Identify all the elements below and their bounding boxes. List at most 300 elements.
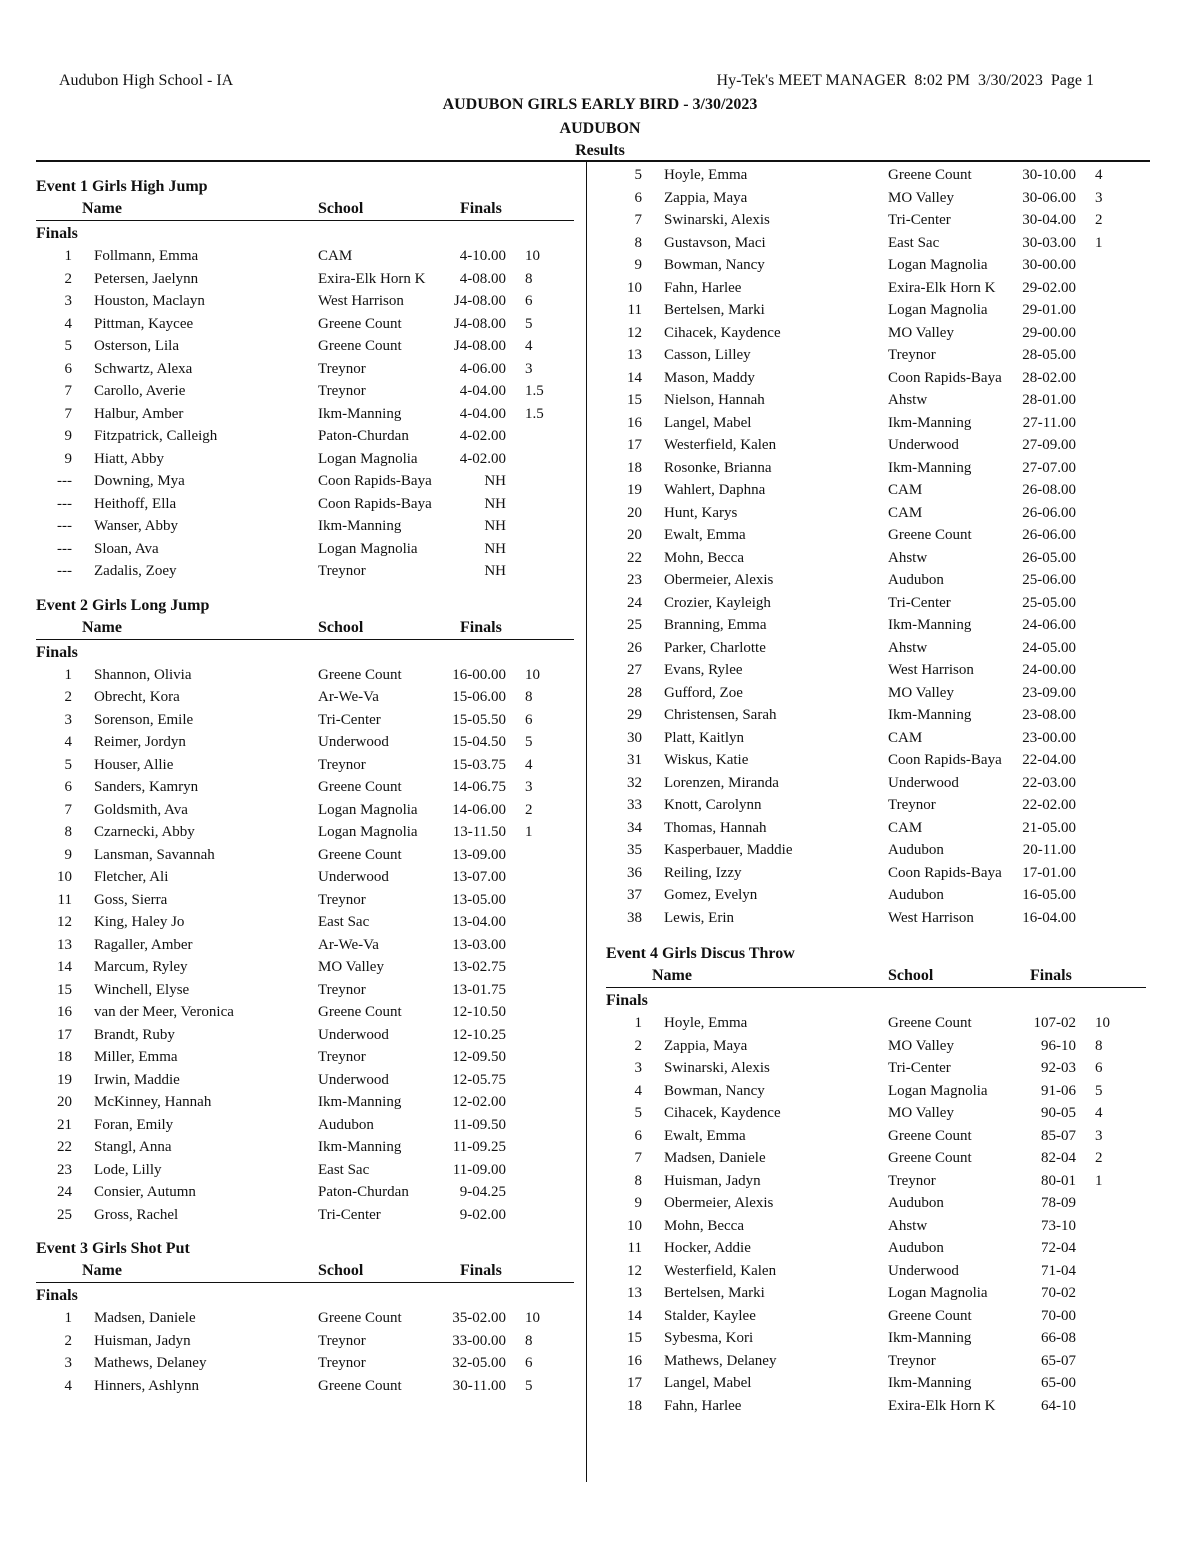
result-row	[36, 1330, 574, 1353]
athlete-name: Langel, Mabel	[664, 414, 752, 431]
finals-mark: 82-04	[1041, 1150, 1076, 1166]
athlete-name: Zappia, Maya	[664, 1037, 748, 1054]
finals-mark: 29-00.00	[1022, 324, 1076, 341]
finals-mark: 12-09.50	[452, 1049, 506, 1065]
result-row	[36, 268, 574, 291]
result-place: 15	[627, 1330, 642, 1346]
athlete-name: Crozier, Kayleigh	[664, 594, 771, 611]
athlete-name: Houser, Allie	[94, 756, 174, 773]
result-row	[36, 1114, 574, 1137]
result-place: 5	[634, 167, 642, 183]
result-row	[36, 1181, 574, 1204]
result-row	[606, 592, 1146, 615]
school-name: MO Valley	[318, 959, 384, 975]
page-header-school: Audubon High School - IA	[59, 72, 234, 89]
result-row	[606, 749, 1146, 772]
school-name: MO Valley	[888, 189, 954, 206]
result-row	[606, 884, 1146, 907]
result-place: 16	[627, 414, 642, 431]
school-name: Treynor	[318, 981, 366, 998]
result-row	[36, 731, 574, 754]
result-place: ---	[57, 563, 72, 579]
result-place: 24	[627, 594, 642, 611]
finals-mark: 26-08.00	[1022, 482, 1076, 498]
result-place: 9	[64, 450, 72, 467]
athlete-name: Brandt, Ruby	[94, 1026, 175, 1043]
finals-mark: 33-00.00	[452, 1332, 506, 1349]
result-place: 18	[627, 1397, 642, 1414]
finals-mark: 22-02.00	[1022, 797, 1076, 813]
finals-mark: NH	[484, 540, 506, 557]
result-row	[606, 299, 1146, 322]
points: 3	[1095, 189, 1103, 206]
finals-mark: 65-00	[1041, 1375, 1076, 1391]
points: 10	[525, 248, 540, 264]
result-place: 8	[634, 1172, 642, 1189]
result-place: ---	[57, 495, 72, 512]
finals-mark: 72-04	[1041, 1240, 1076, 1256]
finals-mark: 32-05.00	[452, 1355, 506, 1371]
finals-mark: 28-02.00	[1022, 369, 1076, 386]
points: 6	[525, 1355, 533, 1371]
school-name: Logan Magnolia	[888, 257, 988, 273]
athlete-name: Follmann, Emma	[94, 248, 199, 264]
school-name: Ikm-Manning	[318, 1139, 402, 1155]
result-place: 6	[64, 779, 72, 795]
event-block-continued	[606, 164, 1146, 929]
result-place: 25	[627, 617, 642, 633]
result-row	[36, 889, 574, 912]
result-row	[36, 335, 574, 358]
result-row	[36, 380, 574, 403]
result-row	[36, 686, 574, 709]
athlete-name: Cihacek, Kaydence	[664, 1105, 781, 1121]
school-name: Ar-We-Va	[318, 936, 379, 953]
result-place: 3	[64, 711, 72, 728]
result-row	[36, 956, 574, 979]
school-name: Treynor	[318, 1332, 366, 1349]
points: 4	[1095, 1105, 1103, 1121]
school-name: Ikm-Manning	[318, 518, 402, 534]
athlete-name: Lansman, Savannah	[94, 846, 215, 863]
result-place: 14	[627, 369, 642, 386]
finals-mark: 27-07.00	[1022, 459, 1076, 476]
school-name: Greene Count	[318, 315, 402, 332]
round-label: Finals	[36, 225, 78, 242]
finals-mark: 24-05.00	[1022, 639, 1076, 656]
result-row	[606, 1012, 1146, 1035]
athlete-name: Lewis, Erin	[664, 909, 734, 926]
athlete-name: Gufford, Zoe	[664, 684, 743, 701]
athlete-name: Shannon, Olivia	[94, 666, 192, 683]
result-row	[606, 1237, 1146, 1260]
result-row	[606, 1147, 1146, 1170]
athlete-name: Gross, Rachel	[94, 1206, 179, 1223]
school-name: Paton-Churdan	[318, 428, 409, 444]
finals-mark: 12-10.50	[452, 1004, 506, 1020]
points: 3	[525, 360, 533, 377]
finals-mark: 27-09.00	[1022, 437, 1076, 453]
school-name: Treynor	[318, 563, 366, 579]
school-name: Underwood	[318, 1071, 389, 1088]
result-place: 9	[64, 428, 72, 444]
result-place: 3	[634, 1060, 642, 1076]
result-row	[36, 538, 574, 561]
finals-mark: 25-05.00	[1022, 594, 1076, 611]
points: 2	[525, 801, 533, 818]
result-place: 17	[627, 437, 642, 453]
result-row	[606, 187, 1146, 210]
result-place: 2	[634, 1037, 642, 1054]
school-name: Underwood	[888, 774, 959, 791]
athlete-name: Hoyle, Emma	[664, 167, 748, 183]
finals-mark: 12-10.25	[452, 1026, 506, 1043]
column-header-school: School	[318, 1262, 364, 1279]
finals-mark: 92-03	[1041, 1060, 1076, 1076]
athlete-name: Mathews, Delaney	[94, 1355, 207, 1371]
result-place: 6	[634, 189, 642, 206]
athlete-name: Ewalt, Emma	[664, 1127, 746, 1144]
result-place: 37	[627, 887, 642, 903]
athlete-name: Wiskus, Katie	[664, 752, 749, 768]
result-row	[36, 515, 574, 538]
result-place: 10	[627, 279, 642, 296]
school-name: Underwood	[318, 734, 389, 750]
result-row	[606, 682, 1146, 705]
points: 2	[1095, 212, 1103, 228]
school-name: Greene Count	[318, 1377, 402, 1394]
finals-mark: 23-00.00	[1022, 729, 1076, 746]
event-block	[36, 595, 574, 1227]
meet-title: AUDUBON GIRLS EARLY BIRD - 3/30/2023	[442, 96, 758, 113]
school-name: Treynor	[318, 891, 366, 908]
athlete-name: Reiling, Izzy	[664, 864, 742, 881]
result-row	[606, 614, 1146, 637]
result-row	[36, 1307, 574, 1330]
result-row	[606, 569, 1146, 592]
result-row	[36, 403, 574, 426]
athlete-name: Mason, Maddy	[664, 369, 755, 386]
result-place: 22	[627, 549, 642, 566]
result-place: 6	[64, 360, 72, 377]
result-row	[606, 367, 1146, 390]
result-row	[606, 502, 1146, 525]
result-row	[606, 907, 1146, 930]
athlete-name: Zappia, Maya	[664, 189, 748, 206]
finals-mark: 14-06.75	[452, 779, 506, 795]
result-place: 9	[64, 846, 72, 863]
result-place: 9	[634, 1195, 642, 1211]
column-header-school: School	[318, 200, 364, 217]
page-header-software: Hy-Tek's MEET MANAGER 8:02 PM 3/30/2023 Page 1	[716, 72, 1094, 89]
result-row	[36, 709, 574, 732]
result-place: 13	[627, 347, 642, 363]
result-row	[606, 322, 1146, 345]
athlete-name: Hunt, Karys	[664, 504, 738, 521]
result-place: 15	[627, 392, 642, 408]
finals-mark: 29-02.00	[1022, 279, 1076, 296]
finals-mark: 9-02.00	[459, 1206, 506, 1223]
points: 4	[1095, 167, 1103, 183]
result-row	[36, 448, 574, 471]
result-row	[606, 839, 1146, 862]
athlete-name: Czarnecki, Abby	[94, 824, 195, 840]
finals-mark: 29-01.00	[1022, 302, 1076, 318]
result-place: 21	[57, 1116, 72, 1133]
school-name: Underwood	[888, 437, 959, 453]
finals-mark: 28-01.00	[1022, 392, 1076, 408]
result-place: 29	[627, 707, 642, 723]
column-header-finals: Finals	[460, 1262, 502, 1279]
finals-mark: 16-05.00	[1022, 887, 1076, 903]
result-place: 30	[627, 729, 642, 746]
result-row	[36, 1091, 574, 1114]
result-row	[606, 1395, 1146, 1418]
finals-mark: 71-04	[1041, 1262, 1076, 1279]
column-header-name: Name	[82, 618, 122, 636]
right-column	[606, 164, 1146, 1417]
finals-mark: 17-01.00	[1022, 864, 1076, 881]
result-place: 22	[57, 1139, 72, 1155]
school-name: Ikm-Manning	[888, 707, 972, 723]
result-row	[606, 1057, 1146, 1080]
school-name: Coon Rapids-Baya	[888, 864, 1002, 881]
finals-mark: 4-04.00	[459, 383, 506, 399]
school-name: Audubon	[888, 1195, 944, 1211]
athlete-name: Lode, Lilly	[94, 1161, 162, 1178]
finals-mark: 24-00.00	[1022, 662, 1076, 678]
result-place: 11	[627, 302, 642, 318]
points: 2	[1095, 1150, 1103, 1166]
school-name: CAM	[888, 819, 923, 836]
school-name: CAM	[888, 729, 923, 746]
finals-mark: 16-04.00	[1022, 909, 1076, 926]
result-row	[606, 659, 1146, 682]
athlete-name: Nielson, Hannah	[664, 392, 765, 408]
athlete-name: Fahn, Harlee	[664, 279, 742, 296]
points: 10	[1095, 1015, 1110, 1031]
result-place: 24	[57, 1184, 72, 1200]
athlete-name: Sloan, Ava	[94, 540, 159, 557]
result-row	[36, 799, 574, 822]
finals-mark: 27-11.00	[1022, 414, 1076, 431]
finals-mark: 24-06.00	[1022, 617, 1076, 633]
school-name: Audubon	[888, 1240, 944, 1256]
result-place: 11	[57, 891, 72, 908]
result-row	[606, 1372, 1146, 1395]
finals-mark: 15-03.75	[452, 756, 506, 773]
result-row	[36, 1024, 574, 1047]
event-title: Event 3 Girls Shot Put	[36, 1240, 190, 1257]
result-place: 34	[627, 819, 642, 836]
result-row	[36, 1375, 574, 1398]
finals-mark: J4-08.00	[453, 338, 506, 354]
finals-mark: 13-01.75	[452, 981, 506, 998]
athlete-name: Miller, Emma	[94, 1049, 178, 1065]
athlete-name: Thomas, Hannah	[664, 819, 767, 836]
result-row	[606, 1170, 1146, 1193]
school-name: Coon Rapids-Baya	[888, 369, 1002, 386]
school-name: Greene Count	[318, 1310, 402, 1326]
athlete-name: Knott, Carolynn	[664, 797, 762, 813]
result-row	[606, 524, 1146, 547]
result-place: 23	[627, 572, 642, 588]
school-name: Treynor	[888, 1352, 936, 1369]
athlete-name: Wahlert, Daphna	[664, 482, 766, 498]
athlete-name: Houston, Maclayn	[94, 293, 205, 309]
points: 1.5	[525, 383, 544, 399]
finals-mark: 13-09.00	[452, 846, 506, 863]
result-place: ---	[57, 473, 72, 489]
points: 8	[525, 689, 533, 705]
result-place: 18	[57, 1049, 72, 1065]
result-row	[36, 1136, 574, 1159]
result-row	[606, 1080, 1146, 1103]
result-place: 19	[627, 482, 642, 498]
finals-mark: 4-10.00	[459, 248, 506, 264]
points: 5	[525, 734, 533, 750]
athlete-name: Hoyle, Emma	[664, 1015, 748, 1031]
school-name: Greene Count	[888, 1307, 972, 1324]
result-row	[606, 704, 1146, 727]
finals-mark: 20-11.00	[1022, 842, 1076, 858]
athlete-name: Consier, Autumn	[94, 1184, 196, 1200]
result-row	[606, 1350, 1146, 1373]
result-row	[36, 754, 574, 777]
school-name: Logan Magnolia	[318, 540, 418, 557]
finals-mark: 11-09.25	[452, 1139, 506, 1155]
school-name: Ikm-Manning	[888, 1375, 972, 1391]
athlete-name: Goldsmith, Ava	[94, 801, 188, 818]
finals-mark: 4-04.00	[459, 405, 506, 422]
school-name: Ahstw	[888, 392, 928, 408]
school-name: Tri-Center	[318, 1206, 381, 1223]
athlete-name: Halbur, Amber	[94, 405, 184, 422]
school-name: Exira-Elk Horn K	[888, 279, 996, 296]
result-place: 11	[627, 1240, 642, 1256]
finals-mark: J4-08.00	[453, 293, 506, 309]
round-label: Finals	[606, 992, 648, 1009]
school-name: Ikm-Manning	[888, 617, 972, 633]
finals-mark: 13-02.75	[452, 959, 506, 975]
column-header	[36, 1260, 574, 1283]
column-header-finals: Finals	[460, 200, 502, 217]
result-place: 1	[64, 666, 72, 683]
result-place: 16	[627, 1352, 642, 1369]
result-place: 8	[634, 234, 642, 251]
school-name: Underwood	[318, 869, 389, 885]
result-place: 12	[627, 324, 642, 341]
finals-mark: 107-02	[1033, 1015, 1076, 1031]
athlete-name: Cihacek, Kaydence	[664, 324, 781, 341]
result-place: 4	[64, 315, 72, 332]
result-place: 26	[627, 639, 642, 656]
athlete-name: Swinarski, Alexis	[664, 1060, 770, 1076]
athlete-name: Marcum, Ryley	[94, 959, 188, 975]
school-name: Logan Magnolia	[888, 1082, 988, 1099]
result-place: 7	[634, 1150, 642, 1166]
athlete-name: Bertelsen, Marki	[664, 1285, 765, 1301]
athlete-name: Downing, Mya	[94, 473, 185, 489]
result-place: 19	[57, 1071, 72, 1088]
finals-mark: NH	[484, 473, 506, 489]
points: 1	[1095, 1172, 1103, 1189]
school-name: Greene Count	[888, 167, 972, 183]
athlete-name: Platt, Kaitlyn	[664, 729, 744, 746]
athlete-name: Christensen, Sarah	[664, 707, 777, 723]
column-header	[606, 965, 1146, 988]
points: 6	[525, 293, 533, 309]
event-block	[606, 943, 1146, 1417]
finals-mark: 23-09.00	[1022, 684, 1076, 701]
round-label: Finals	[36, 1287, 78, 1304]
result-place: 1	[64, 1310, 72, 1326]
result-row	[606, 727, 1146, 750]
athlete-name: King, Haley Jo	[94, 914, 185, 930]
result-place: 3	[64, 293, 72, 309]
result-row	[606, 434, 1146, 457]
finals-mark: NH	[484, 518, 506, 534]
finals-mark: 13-11.50	[452, 824, 506, 840]
column-header-finals: Finals	[460, 618, 502, 636]
points: 6	[1095, 1060, 1103, 1076]
finals-mark: 73-10	[1041, 1217, 1076, 1234]
athlete-name: Gomez, Evelyn	[664, 887, 758, 903]
school-name: Underwood	[318, 1026, 389, 1043]
athlete-name: Obrecht, Kora	[94, 689, 180, 705]
result-place: 38	[627, 909, 642, 926]
result-place: 6	[634, 1127, 642, 1144]
athlete-name: Fletcher, Ali	[94, 869, 169, 885]
school-name: CAM	[888, 504, 923, 521]
result-place: 20	[627, 504, 642, 521]
result-row	[606, 1215, 1146, 1238]
finals-mark: 26-06.00	[1022, 504, 1076, 521]
school-name: Greene Count	[318, 666, 402, 683]
result-place: 35	[627, 842, 642, 858]
athlete-name: Westerfield, Kalen	[664, 437, 777, 453]
result-row	[606, 164, 1146, 187]
event-title: Event 4 Girls Discus Throw	[606, 945, 795, 962]
school-name: Ikm-Manning	[318, 1094, 402, 1110]
athlete-name: Parker, Charlotte	[664, 639, 766, 656]
result-place: ---	[57, 518, 72, 534]
result-row	[36, 493, 574, 516]
athlete-name: Osterson, Lila	[94, 338, 179, 354]
finals-mark: 15-05.50	[452, 711, 506, 728]
athlete-name: Mohn, Becca	[664, 549, 744, 566]
athlete-name: Fahn, Harlee	[664, 1397, 742, 1414]
left-column	[36, 176, 574, 1397]
finals-mark: 11-09.50	[452, 1116, 506, 1133]
points: 4	[525, 756, 533, 773]
result-place: 5	[64, 756, 72, 773]
school-name: Exira-Elk Horn K	[318, 270, 426, 287]
athlete-name: Pittman, Kaycee	[94, 315, 194, 332]
athlete-name: McKinney, Hannah	[94, 1094, 212, 1110]
result-place: 2	[64, 1332, 72, 1349]
school-name: Logan Magnolia	[888, 302, 988, 318]
athlete-name: Obermeier, Alexis	[664, 1195, 774, 1211]
result-row	[606, 817, 1146, 840]
finals-mark: 21-05.00	[1022, 819, 1076, 836]
result-place: 23	[57, 1161, 72, 1178]
round-label: Finals	[36, 643, 78, 661]
result-row	[606, 209, 1146, 232]
finals-mark: 16-00.00	[452, 666, 506, 683]
athlete-name: Petersen, Jaelynn	[94, 270, 199, 287]
points: 6	[525, 711, 533, 728]
